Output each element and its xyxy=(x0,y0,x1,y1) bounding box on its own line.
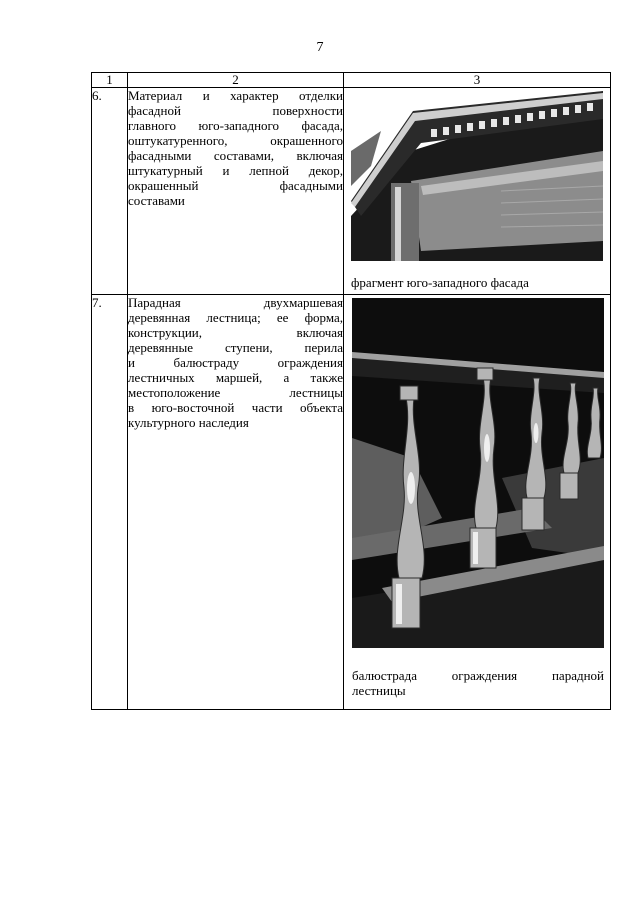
header-col-3: 3 xyxy=(344,73,611,88)
staircase-balustrade-photo xyxy=(352,298,604,648)
desc-line: оштукатуренного, окрашенного xyxy=(128,133,343,148)
caption-line: балюстрада ограждения парадной xyxy=(352,668,604,683)
desc-line: лестничных маршей, а также xyxy=(128,370,343,385)
caption-line: лестницы xyxy=(352,683,406,698)
table-row xyxy=(92,295,611,710)
page-number: 7 xyxy=(316,40,324,55)
desc-line: конструкции, включая xyxy=(128,325,343,340)
row-number: 6. xyxy=(92,88,128,295)
row-description xyxy=(128,88,344,295)
header-col-2: 2 xyxy=(128,73,344,88)
desc-line: штукатурный и лепной декор, xyxy=(128,163,343,178)
desc-line: местоположение лестницы xyxy=(128,385,343,400)
desc-line: Парадная двухмаршевая xyxy=(128,295,343,310)
monument-elements-table xyxy=(91,72,611,710)
table-header-row xyxy=(92,73,611,88)
facade-fragment-photo xyxy=(351,91,603,261)
desc-line: культурного наследия xyxy=(128,415,249,430)
photo-caption xyxy=(344,648,610,698)
desc-line: составами xyxy=(128,193,185,208)
photo-caption: фрагмент юго-западного фасада xyxy=(351,275,529,290)
desc-line: фасадными составами, включая xyxy=(128,148,343,163)
row-number: 7. xyxy=(92,295,128,710)
desc-line: окрашенный фасадными xyxy=(128,178,343,193)
photo-cell xyxy=(344,295,611,710)
desc-line: и балюстраду ограждения xyxy=(128,355,343,370)
desc-line: деревянные ступени, перила xyxy=(128,340,343,355)
row-description xyxy=(128,295,344,710)
desc-line: в юго-восточной части объекта xyxy=(128,400,343,415)
desc-line: фасадной поверхности xyxy=(128,103,343,118)
desc-line: деревянная лестница; ее форма, xyxy=(128,310,343,325)
header-col-1: 1 xyxy=(92,73,128,88)
photo-cell xyxy=(344,88,611,295)
desc-line: Материал и характер отделки xyxy=(128,88,343,103)
table-row xyxy=(92,88,611,295)
desc-line: главного юго-западного фасада, xyxy=(128,118,343,133)
